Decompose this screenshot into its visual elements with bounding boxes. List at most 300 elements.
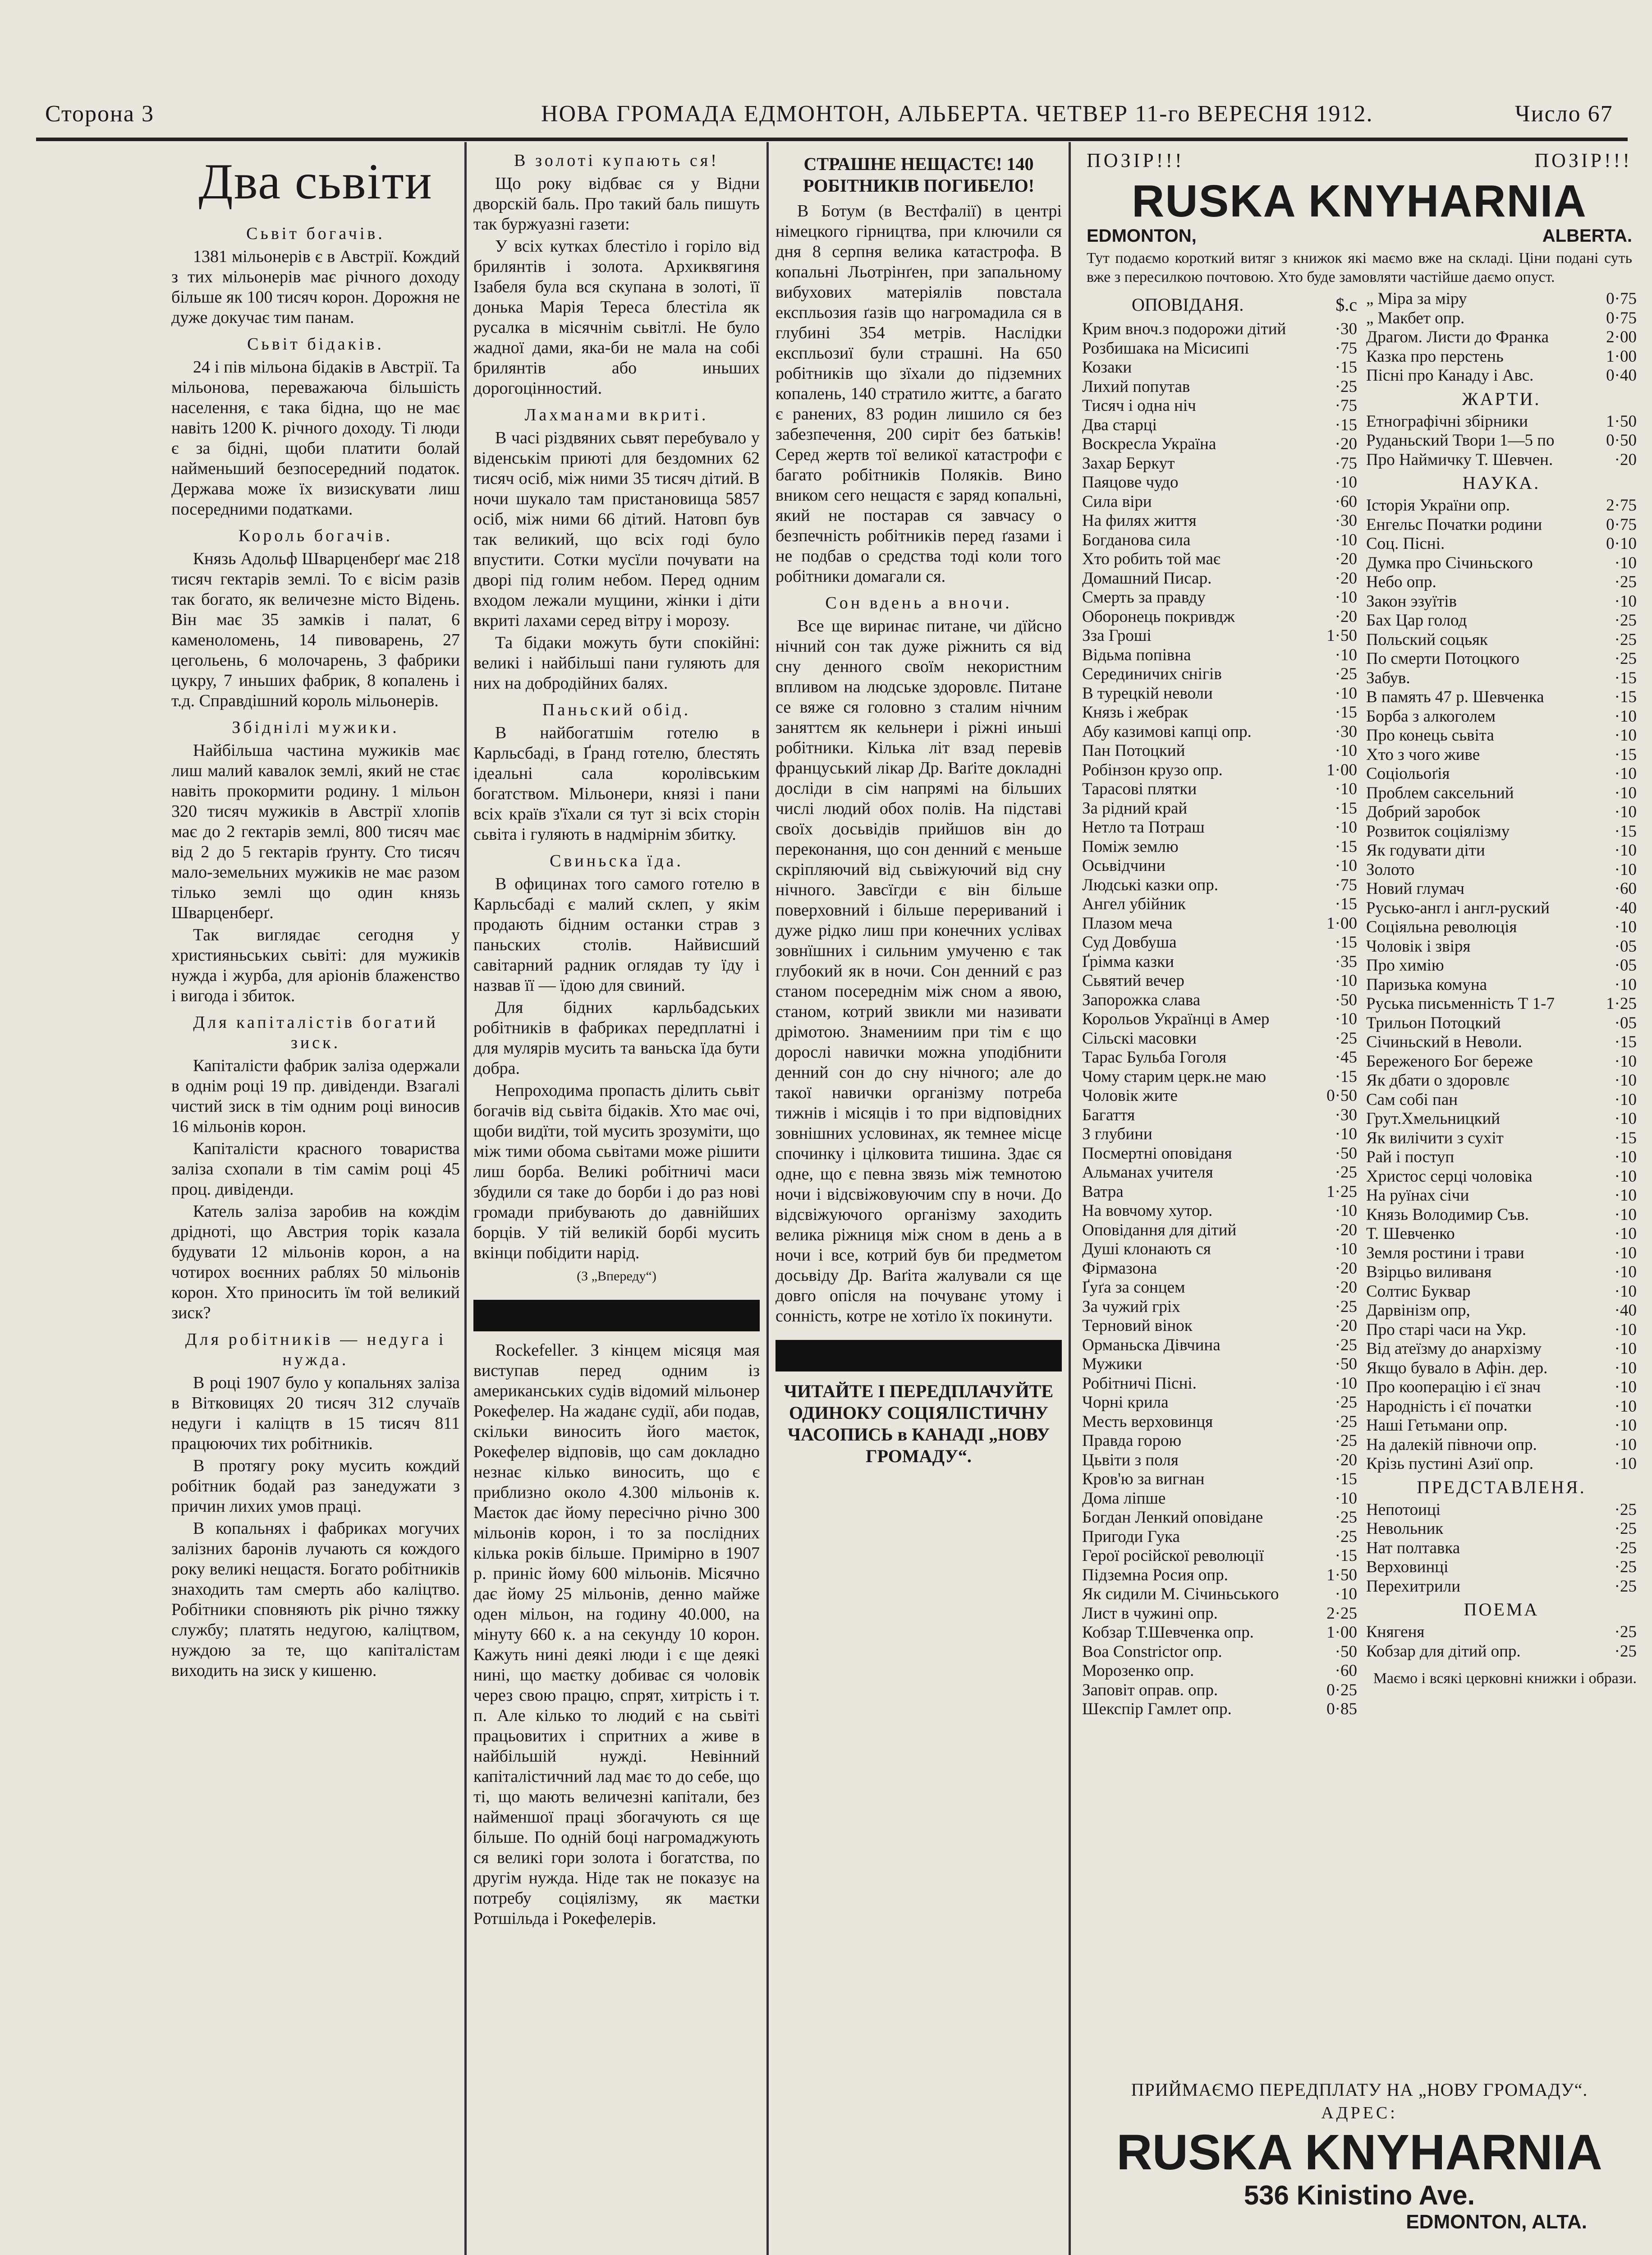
book-entry (1082, 1029, 1357, 1049)
book-price: 0·75 (1606, 515, 1637, 534)
subscribe-line: ПРИЙМАЄМО ПЕРЕДПЛАТУ НА „НОВУ ГРОМАДУ“. (1131, 2080, 1588, 2100)
book-entry (1082, 569, 1357, 589)
book-title: Непотоиці (1366, 1500, 1441, 1519)
book-title: Береженого Бог береже (1366, 1052, 1533, 1071)
book-entry (1082, 377, 1357, 397)
book-price: ·10 (1335, 1374, 1357, 1393)
book-price: ·30 (1335, 511, 1357, 530)
book-title: Новий глумач (1366, 879, 1465, 898)
issue-number: Число 67 (1515, 101, 1613, 127)
book-entry (1366, 611, 1637, 630)
book-title: Кров'ю за вигнан (1082, 1470, 1205, 1488)
book-entry (1366, 918, 1637, 937)
section-text: В протягу року мусить кождий робітник бодай раз занедужати з причин лихих умов праці. (171, 1456, 460, 1516)
book-title: Мужики (1082, 1355, 1143, 1373)
book-title: Нетло та Потраш (1082, 818, 1205, 837)
book-entry (1366, 1359, 1637, 1378)
book-price: ·10 (1614, 1454, 1637, 1473)
book-price: ·10 (1614, 1148, 1637, 1166)
book-price: ·25 (1335, 1393, 1357, 1412)
book-entry (1082, 435, 1357, 454)
book-entry (1366, 1244, 1637, 1263)
book-price: 1·25 (1326, 1182, 1357, 1201)
city-right: ALBERTA. (1542, 226, 1632, 246)
book-entry (1366, 746, 1637, 765)
book-price: 1·00 (1326, 914, 1357, 933)
book-price: ·10 (1335, 1489, 1357, 1508)
book-entry (1366, 841, 1637, 861)
book-price: ·20 (1614, 450, 1637, 469)
book-title: Кобзар Т.Шевченка опр. (1082, 1623, 1254, 1642)
book-title: Взірцьо виливаня (1366, 1263, 1492, 1281)
book-price: ·15 (1335, 1470, 1357, 1488)
book-entry (1366, 496, 1637, 515)
book-title: Два старці (1082, 415, 1157, 434)
section-text: Найбільша частина мужиків має лиш малий кавалок землі, який не стає навіть прокормити родину. 1 мільон 320 тисяч мужиків в Австрії хлопів має до 2 гектарів землі, 800 тисяч має від 2 до 5 гектарів ґрунту. Сто тисяч мало-земельних мужиків не має разом тілько землі що один князь Шварценберґ. (171, 741, 460, 922)
book-title: Паяцове чудо (1082, 473, 1179, 492)
book-entry (1082, 550, 1357, 569)
book-title: Серединичих снігів (1082, 665, 1222, 683)
article-column-two (473, 144, 760, 2255)
book-price: ·10 (1614, 1416, 1637, 1435)
book-title: Паризька комуна (1366, 975, 1487, 994)
book-entry (1366, 1577, 1637, 1597)
book-title: Поміж землю (1082, 837, 1179, 856)
book-price: ·15 (1335, 703, 1357, 722)
book-price: ·10 (1614, 1320, 1637, 1339)
book-entry (1082, 1700, 1357, 1719)
book-title: Земля ростини і трави (1366, 1243, 1524, 1262)
book-price: ·10 (1614, 1358, 1637, 1377)
store-name: RUSKA KNYHARNIA (1132, 176, 1587, 226)
book-price: ·25 (1614, 1558, 1637, 1576)
book-entry (1082, 799, 1357, 819)
book-entry (1082, 396, 1357, 416)
book-entry (1366, 573, 1637, 592)
book-title: Про кооперацію і єї знач (1366, 1378, 1541, 1396)
book-title: На далекій півночи опр. (1366, 1435, 1537, 1454)
book-price: ·05 (1614, 1013, 1637, 1032)
book-entry (1082, 1585, 1357, 1604)
book-entry (1082, 1546, 1357, 1566)
section-text: Катель заліза заробив на кождім дрідноті, що Австрия торік казала будувати 12 мільонів корон, а на чотирох воєнних раблях 50 мільонів корон. Хто приносить їм той великий зиск? (171, 1202, 460, 1322)
book-entry (1082, 1451, 1357, 1470)
book-price: ·20 (1335, 550, 1357, 568)
section-text: У всіх кутках блестіло і горіло від брилянтів і золота. Архиквягиня Ізабеля була вся скупана в золоті, її донька Марія Тереса блестіла як русалка в місячнім сьвітлі. Не було жадної дами, яка-би не мала на собі брилянтів або иньших дорогоцінностий. (473, 237, 760, 398)
book-entry (1366, 554, 1637, 573)
book-title: Січиньский в Неволи. (1366, 1033, 1522, 1051)
page-number: Сторона 3 (45, 101, 154, 127)
book-price: ·60 (1335, 1661, 1357, 1680)
book-entry (1366, 861, 1637, 880)
book-entry (1366, 451, 1637, 470)
book-title: Князь і жебрак (1082, 703, 1188, 722)
book-entry (1082, 1643, 1357, 1662)
book-price: ·25 (1335, 1412, 1357, 1431)
book-price: ·10 (1614, 1339, 1637, 1358)
book-entry (1366, 431, 1637, 451)
book-title: Енгельс Початки родини (1366, 515, 1542, 534)
book-entry (1366, 956, 1637, 976)
book-entry (1366, 1454, 1637, 1474)
book-price: ·25 (1335, 1163, 1357, 1182)
book-entry (1082, 741, 1357, 761)
book-entry (1082, 416, 1357, 435)
book-title: На филях життя (1082, 511, 1197, 530)
section-heading: Король богачів. (238, 526, 393, 545)
book-title: Русько-англ і англ-руский (1366, 898, 1550, 917)
book-title: Соціольоґія (1366, 764, 1450, 783)
book-price: ·10 (1614, 860, 1637, 879)
book-price: ·10 (1335, 684, 1357, 703)
book-title: Наші Гетьмани опр. (1366, 1416, 1508, 1435)
book-price: ·25 (1614, 1577, 1637, 1596)
book-price: ·25 (1335, 1431, 1357, 1450)
book-title: Лист в чужині опр. (1082, 1604, 1218, 1623)
book-entry (1082, 339, 1357, 359)
book-title: Терновий вінок (1082, 1316, 1193, 1335)
book-entry (1082, 818, 1357, 838)
book-price: ·15 (1335, 358, 1357, 377)
book-entry (1082, 320, 1357, 339)
book-price: ·10 (1335, 818, 1357, 837)
sleep-text: Все ще виринає питане, чи дїйсно нічний сон так дуже ріжнить ся від сну денного своїм некористним впливом на людське здоровлє. Питане се вяже ся головно з сталим нічним заняттєм як кельнери і ріжні иньші робітники. Кілька літ взад перевів француський лікар Др. Ваґіте докладні досліди в сім напрямі на більших числі людий обох полів. На підставі своїх досьвідів прийшов він до переконання, що сон денний є меньше скріпляючий від сьвіжуючий від сну нічного. Завсїгди є він більше поверховний і більше перериваний і дуже рідко лиш при конечних услівах зовнїшних і сильним умученю є так глубокий як в ночи. Сон денний є раз станом посереднім між сном а явою, станом, котрий звикли ми називати дрімотою. Знамениим при тім є що дорослі навички можна уподібнити денний сон до сну нічного; але до такої навички організму потреба тижнів і місяців і то при відповідних зовнішних условинах, як темнее місце спочинку і цілковита тишина. Здає ся одне, що є певна звязь між темнотою ночи і відсвіжовуючим спу в ночи. До відсвіжуючого організму заходить велика ріжниця між сном в день а в ночи і все, котрий був би предметом досьвіду Др. Ваґіта жалували ся ще довго опісля на почуванє утому і сонність, котре не хотіло їх покинути. (776, 617, 1062, 1325)
book-price: ·25 (1614, 611, 1637, 630)
book-title: Рай і поступ (1366, 1148, 1455, 1166)
book-entry (1366, 669, 1637, 688)
book-title: Захар Беркут (1082, 454, 1175, 473)
book-title: Заповіт оправ. опр. (1082, 1680, 1218, 1699)
book-price: ·15 (1614, 1033, 1637, 1051)
section-text: Непроходима пропасть ділить сьвіт богачів від сьвіта бідаків. Хто має очі, щоби видїти, той мусить зрозуміти, що між тими обома сьвітами може рішити лиш борба. Великі робітничі маси збудили ся таке до борби і до раз нові громади прибувають до давнійших борців. У тій великій борбі мусить вкінци побідити нарід. (473, 1081, 760, 1262)
section-stories: ОПОВІДАНЯ. (1132, 295, 1244, 315)
book-price: ·20 (1335, 607, 1357, 626)
section-heading: Сьвіт бідаків. (247, 335, 384, 354)
source-credit: (З „Впереду“) (577, 1269, 656, 1284)
book-title: Шекспір Гамлет опр. (1082, 1700, 1232, 1718)
section-science: НАУКА. (1462, 473, 1541, 493)
book-price: ·10 (1614, 553, 1637, 572)
disaster-title: СТРАШНЕ НЕЩАСТЄ! 140 РОБІТНИКІВ ПОГИБЕЛО! (803, 154, 1035, 196)
book-entry (1366, 1397, 1637, 1417)
book-price: ·10 (1335, 741, 1357, 760)
book-title: Перехитрили (1366, 1577, 1461, 1596)
book-price: ·05 (1614, 956, 1637, 975)
book-price: 1·00 (1326, 760, 1357, 779)
book-title: Хто робить той має (1082, 550, 1221, 568)
book-entry (1366, 1091, 1637, 1110)
book-title: Розвиток соціялізму (1366, 822, 1510, 841)
book-price: ·10 (1335, 1585, 1357, 1603)
book-entry (1082, 876, 1357, 895)
book-price: ·10 (1335, 971, 1357, 990)
book-entry (1082, 646, 1357, 665)
book-price: ·25 (1614, 1642, 1637, 1661)
book-price: ·25 (1614, 573, 1637, 591)
book-entry (1366, 726, 1637, 746)
book-title: Орманьска Дівчина (1082, 1335, 1221, 1354)
book-price: ·50 (1335, 990, 1357, 1009)
book-entry (1366, 328, 1637, 347)
book-entry (1082, 856, 1357, 876)
book-price: 1·25 (1606, 994, 1637, 1013)
book-title: Плазом меча (1082, 914, 1173, 933)
book-entry (1366, 1129, 1637, 1148)
book-price: ·20 (1335, 1220, 1357, 1239)
book-title: Богдан Ленкий оповідане (1082, 1508, 1263, 1527)
book-price: 1·00 (1326, 1623, 1357, 1642)
book-entry (1082, 1431, 1357, 1451)
book-entry (1366, 1014, 1637, 1033)
book-entry (1366, 1109, 1637, 1129)
book-entry (1082, 838, 1357, 857)
book-entry (1082, 1623, 1357, 1643)
book-title: Оборонець покривдж (1082, 607, 1235, 626)
book-price: ·25 (1614, 630, 1637, 649)
book-price: ·10 (1335, 1010, 1357, 1028)
book-price: 2·00 (1606, 328, 1637, 346)
book-entry (1366, 1378, 1637, 1397)
book-title: Про химію (1366, 956, 1444, 975)
book-price: ·25 (1335, 1508, 1357, 1527)
book-price: ·15 (1335, 1067, 1357, 1086)
book-entry (1366, 366, 1637, 386)
book-title: Крим вноч.з подорожи дітий (1082, 320, 1286, 338)
article-body (473, 151, 760, 1263)
book-price: ·50 (1335, 1144, 1357, 1163)
section-heading: Свиньска їда. (550, 851, 684, 870)
book-entry (1082, 1489, 1357, 1509)
book-title: Людські казки опр. (1082, 875, 1219, 894)
book-entry (1366, 688, 1637, 707)
book-title: Про старі часи на Укр. (1366, 1320, 1527, 1339)
book-title: В память 47 р. Шевченка (1366, 688, 1544, 706)
book-price: ·50 (1335, 1642, 1357, 1661)
book-price: ·10 (1614, 592, 1637, 611)
book-entry (1082, 1681, 1357, 1700)
book-title: Як дбати о здоровлє (1366, 1071, 1510, 1090)
book-title: Чоловік і звіря (1366, 937, 1471, 956)
book-title: Про конець сьвіта (1366, 726, 1494, 745)
book-price: ·75 (1335, 396, 1357, 415)
book-entry (1366, 649, 1637, 669)
book-entry (1366, 1539, 1637, 1558)
book-entry (1366, 764, 1637, 784)
book-title: Фірмазона (1082, 1259, 1157, 1278)
book-entry (1082, 607, 1357, 627)
right-book-list (1366, 290, 1637, 1719)
book-price: ·15 (1614, 688, 1637, 706)
book-price: 1·50 (1606, 412, 1637, 431)
section-heading: Паньский обід. (542, 700, 691, 719)
book-title: Кобзар для дітий опр. (1366, 1642, 1521, 1661)
article-body (171, 224, 460, 1681)
book-title: Лихий попутав (1082, 377, 1190, 396)
book-entry (1082, 1221, 1357, 1240)
book-entry (1366, 1416, 1637, 1436)
book-title: Княгеня (1366, 1623, 1425, 1641)
book-price: 0·25 (1326, 1680, 1357, 1699)
book-price: ·15 (1614, 668, 1637, 687)
separator-bar (776, 1340, 1062, 1371)
book-entry (1082, 914, 1357, 934)
book-entry (1366, 1167, 1637, 1187)
book-title: Дома ліпше (1082, 1489, 1166, 1508)
book-entry (1082, 531, 1357, 550)
book-price: ·25 (1335, 1029, 1357, 1048)
section-jokes: ЖАРТИ. (1462, 388, 1541, 409)
book-title: Христос серці чоловіка (1366, 1167, 1533, 1186)
book-price: ·15 (1614, 822, 1637, 841)
book-entry (1366, 1224, 1637, 1244)
book-entry (1082, 761, 1357, 780)
section-text: Князь Адольф Шварценберґ має 218 тисяч гектарів землі. То є вісім разів так богато, як величезне місто Відень. Він має 35 замків і палат, 6 каменоломень, 14 пивоварень, 27 цегольень, 6 молочарень, 3 фабрики цукру, 7 иньших фабрик, 8 копалень і т.д. Справдішний король мільонерів. (171, 549, 460, 710)
book-entry (1082, 1661, 1357, 1681)
section-text: 24 і пів мільона бідаків в Австрії. Та мільонова, переважаюча більшість населення, є така бідна, що не має навіть 1200 К. річного доходу. Ті люди є за бідні, щоби платити болай найменьший безпосередний податок. Держава може їх визискувати лиш посередними податками. (171, 358, 460, 519)
book-price: ·10 (1614, 783, 1637, 802)
book-price: 0·75 (1606, 308, 1637, 327)
book-entry (1366, 1263, 1637, 1282)
book-entry (1366, 534, 1637, 554)
book-price: ·20 (1335, 435, 1357, 453)
book-title: Робітничі Пісні. (1082, 1374, 1197, 1393)
book-price: ·30 (1335, 320, 1357, 338)
book-title: Етнографічні збірники (1366, 412, 1528, 431)
header-rule (36, 138, 1628, 141)
book-price: ·10 (1335, 1240, 1357, 1258)
book-title: Забув. (1366, 668, 1410, 687)
book-title: Солтис Буквар (1366, 1282, 1471, 1301)
book-entry (1082, 626, 1357, 646)
section-heading: Для робітників — недуга і нужда. (185, 1330, 446, 1369)
book-price: ·10 (1335, 856, 1357, 875)
book-entry (1082, 1125, 1357, 1144)
book-price: ·10 (1614, 1052, 1637, 1071)
book-title: „ Міра за міру (1366, 290, 1467, 308)
section-text: В найбогатшім готелю в Карльсбаді, в Ґранд готелю, блестять ідеальні сала королівським богатством. Мільонери, князі і пани всіх країв з'їхали ся тут зі всіх сторін сьвіта і гуляють в надмірнім збитку. (473, 723, 760, 844)
section-text: Для бідних карльбадських робітників в фабриках передплатні і для мулярів мусить та ваньска їда бути добра. (473, 998, 760, 1078)
book-price: ·25 (1614, 1500, 1637, 1519)
sleep-title: Сон вдень а вночи. (825, 594, 1012, 612)
book-entry (1366, 1148, 1637, 1167)
book-entry (1366, 412, 1637, 432)
book-title: Соціяльна революція (1366, 918, 1517, 936)
book-title: Козаки (1082, 358, 1132, 377)
book-entry (1366, 994, 1637, 1014)
book-entry (1082, 1316, 1357, 1336)
city-bottom: EDMONTON, ALTA. (1406, 2211, 1587, 2233)
book-price: ·15 (1614, 745, 1637, 764)
book-price: ·15 (1335, 837, 1357, 856)
book-price: ·10 (1614, 1071, 1637, 1090)
book-price: ·10 (1614, 1263, 1637, 1281)
book-title: Про Наймичку Т. Шевчен. (1366, 450, 1553, 469)
book-title: Робінзон крузо опр. (1082, 760, 1223, 779)
book-price: ·25 (1335, 665, 1357, 683)
book-title: „ Макбет опр. (1366, 308, 1465, 327)
book-entry (1082, 358, 1357, 377)
section-text: Капіталісти фабрик заліза одержали в однім році 19 пр. дивіденди. Взагалі чистий зиск в тім одним році виносив 16 мільонів корон. (171, 1056, 460, 1136)
book-price: ·10 (1614, 707, 1637, 726)
book-price: ·10 (1335, 645, 1357, 664)
book-title: За чужий гріх (1082, 1297, 1180, 1316)
book-entry (1366, 784, 1637, 803)
book-title: Як сидили М. Січиньського (1082, 1585, 1279, 1603)
book-title: Богданова сила (1082, 530, 1191, 549)
section-text: Капіталісти красного товариства заліза схопали в тім самім році 45 проц. дивіденди. (171, 1139, 460, 1199)
book-entry (1366, 1321, 1637, 1340)
book-title: Руданьский Твори 1—5 по (1366, 431, 1555, 450)
section-text: Та бідаки можуть бути спокійні: великі і найбільші пани гуляють для них на добродійних балях. (473, 633, 760, 693)
book-title: Ґрімма казки (1082, 952, 1174, 971)
book-price: 2·75 (1606, 496, 1637, 515)
book-price: ·10 (1614, 803, 1637, 821)
book-entry (1082, 473, 1357, 492)
book-title: Дарвінізм опр, (1366, 1301, 1470, 1320)
book-entry (1082, 1201, 1357, 1221)
book-entry (1366, 347, 1637, 367)
article-two-worlds (171, 144, 460, 2255)
book-title: По смерти Потоцкого (1366, 649, 1520, 668)
book-entry (1082, 703, 1357, 723)
book-title: Якщо бувало в Афін. дер. (1366, 1358, 1548, 1377)
section-text: Що року відбває ся у Відни дворскій баль. Про такий баль пишуть так буржуазні газети: (473, 174, 760, 234)
book-price: ·15 (1335, 799, 1357, 818)
book-entry (1082, 1393, 1357, 1413)
book-entry (1366, 290, 1637, 309)
book-entry (1366, 1642, 1637, 1661)
book-price: ·20 (1335, 569, 1357, 588)
book-title: Оповідання для дітий (1082, 1220, 1237, 1239)
city-left: EDMONTON, (1087, 226, 1197, 246)
book-entry (1082, 511, 1357, 531)
book-entry (1366, 592, 1637, 612)
book-entry (1366, 1033, 1637, 1052)
book-entry (1082, 1086, 1357, 1106)
book-entry (1082, 1278, 1357, 1298)
book-title: Ангел убійник (1082, 895, 1186, 913)
book-price: ·40 (1614, 898, 1637, 917)
book-title: Тарасові плятки (1082, 780, 1197, 798)
book-title: Князь Володимир Съв. (1366, 1205, 1529, 1224)
book-title: Проблем саксельний (1366, 783, 1514, 802)
book-entry (1366, 309, 1637, 328)
book-price: ·35 (1335, 952, 1357, 971)
book-price: ·25 (1614, 1623, 1637, 1641)
book-entry (1082, 991, 1357, 1010)
book-price: ·15 (1614, 1128, 1637, 1147)
book-title: В турецкій неволи (1082, 684, 1213, 703)
section-text: В официнах того самого готелю в Карльсбаді є малий склеп, у якім продають бідним останки страв з паньских столів. Найвисший савітарний радник оглядав ту їду і назвав її — їдою для свиний. (473, 874, 760, 995)
section-text: В році 1907 було у копальнях заліза в Вітковицях 20 тисяч 312 случаїв недуги і каліцтв в 15 тисяч 811 працюючих тих робітників. (171, 1373, 460, 1453)
book-title: Історія України опр. (1366, 496, 1510, 515)
book-title: Сам собі пан (1366, 1090, 1458, 1109)
book-price: ·10 (1614, 1186, 1637, 1205)
book-price: ·10 (1614, 1282, 1637, 1301)
subscribe-footer: ЧИТАЙТЕ І ПЕРЕДПЛАЧУЙТЕ ОДИНОКУ СОЦІЯЛІСТИЧНУ ЧАСОПИСЬ в КАНАДІ „НОВУ ГРОМАДУ“. (784, 1381, 1054, 1466)
book-price: ·10 (1614, 1378, 1637, 1396)
book-title: На руїнах січи (1366, 1186, 1469, 1205)
book-price: ·10 (1614, 1167, 1637, 1186)
book-title: Воскресла Україна (1082, 435, 1216, 453)
book-entry (1082, 684, 1357, 704)
book-price: ·20 (1335, 1259, 1357, 1278)
book-price: ·30 (1335, 722, 1357, 741)
book-price: ·10 (1614, 726, 1637, 745)
book-price: 0·10 (1606, 534, 1637, 553)
book-price: ·60 (1335, 492, 1357, 511)
book-entry (1082, 933, 1357, 953)
